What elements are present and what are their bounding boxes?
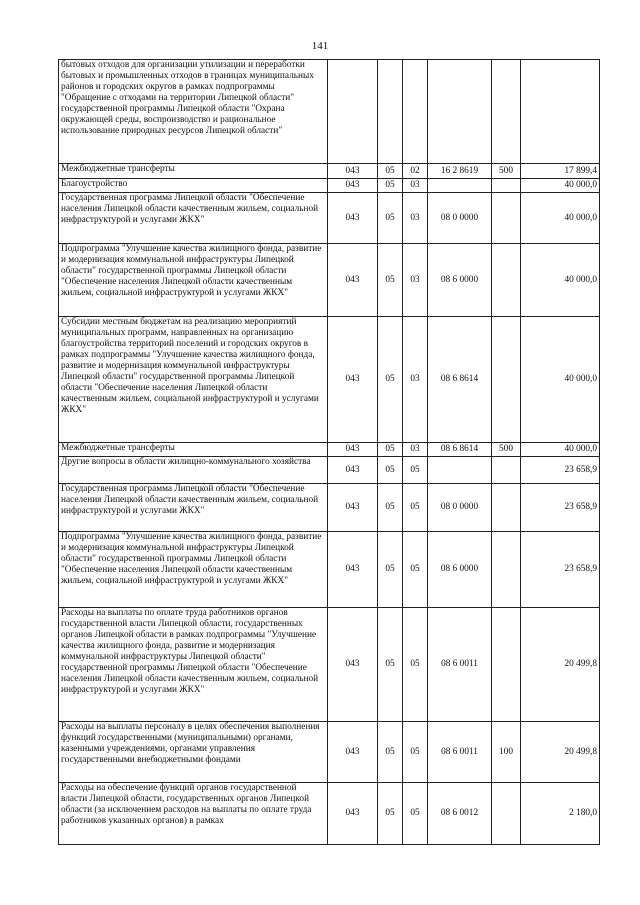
- page-number: 141: [311, 40, 329, 52]
- row-section-code: 05: [378, 443, 403, 457]
- row-expense-type-code: [492, 193, 521, 244]
- table-row: [59, 484, 600, 532]
- row-amount: 20 499,8: [521, 608, 600, 722]
- row-name: Межбюджетные трансферты: [59, 164, 328, 179]
- table-row: [59, 783, 600, 845]
- row-section-code: 05: [378, 608, 403, 722]
- row-subsection-code: 05: [403, 457, 428, 484]
- table-row: [59, 317, 600, 443]
- table-row: [59, 179, 600, 193]
- row-ministry-code: 043: [328, 484, 378, 532]
- row-target-code: [428, 179, 492, 193]
- row-expense-type-code: [492, 532, 521, 608]
- row-subsection-code: 05: [403, 532, 428, 608]
- row-section-code: 05: [378, 532, 403, 608]
- row-target-code: 08 6 8614: [428, 317, 492, 443]
- row-target-code: 08 0 0000: [428, 193, 492, 244]
- row-ministry-code: 043: [328, 457, 378, 484]
- row-name: Другие вопросы в области жилищно-коммунального хозяйства: [59, 457, 328, 484]
- row-name: Субсидии местным бюджетам на реализацию мероприятий муниципальных программ, направленных на организацию благоустройства территорий поселений и городских округов в рамках подпрограммы "Улучшение качества жилищного фонда, развитие и модернизация коммунальной инфраструктуры Липецкой области" государственной программы Липецкой области "Обеспечение населения Липецкой области качественным жильем, социальной инфраструктурой и услугами ЖКХ": [59, 317, 328, 443]
- row-ministry-code: 043: [328, 532, 378, 608]
- row-subsection-code: 05: [403, 783, 428, 845]
- row-expense-type-code: [492, 244, 521, 317]
- row-amount: 40 000,0: [521, 193, 600, 244]
- row-target-code: 08 0 0000: [428, 484, 492, 532]
- row-ministry-code: 043: [328, 193, 378, 244]
- row-section-code: 05: [378, 783, 403, 845]
- row-ministry-code: 043: [328, 722, 378, 783]
- row-subsection-code: 03: [403, 244, 428, 317]
- row-ministry-code: [328, 60, 378, 164]
- row-amount: 20 499,8: [521, 722, 600, 783]
- row-target-code: 08 6 0000: [428, 532, 492, 608]
- row-expense-type-code: [492, 783, 521, 845]
- table-row: [59, 608, 600, 722]
- row-target-code: 08 6 0012: [428, 783, 492, 845]
- row-ministry-code: 043: [328, 244, 378, 317]
- row-expense-type-code: 500: [492, 164, 521, 179]
- row-ministry-code: 043: [328, 164, 378, 179]
- row-amount: 2 180,0: [521, 783, 600, 845]
- row-target-code: 08 6 8614: [428, 443, 492, 457]
- row-amount: 40 000,0: [521, 443, 600, 457]
- row-section-code: 05: [378, 457, 403, 484]
- row-ministry-code: 043: [328, 443, 378, 457]
- budget-table-body: [59, 60, 600, 845]
- row-expense-type-code: [492, 457, 521, 484]
- row-subsection-code: 05: [403, 722, 428, 783]
- row-name: Расходы на обеспечение функций органов государственной власти Липецкой области, государственных органов Липецкой области (за исключением расходов на выплаты по оплате труда работников указанных органов) в рамках: [59, 783, 328, 845]
- row-expense-type-code: [492, 608, 521, 722]
- row-amount: 23 658,9: [521, 457, 600, 484]
- row-name: Благоустройство: [59, 179, 328, 193]
- row-expense-type-code: [492, 484, 521, 532]
- row-subsection-code: 05: [403, 484, 428, 532]
- row-target-code: 16 2 8619: [428, 164, 492, 179]
- row-target-code: [428, 457, 492, 484]
- budget-table: [58, 59, 600, 845]
- row-target-code: 08 6 0011: [428, 722, 492, 783]
- row-subsection-code: 05: [403, 608, 428, 722]
- row-section-code: [378, 60, 403, 164]
- row-name: бытовых отходов для организации утилизации и переработки бытовых и промышленных отходов в границах муниципальных районов и городских округов в рамках подпрограммы "Обращение с отходами на территории Липецкой области" государственной программы Липецкой области "Охрана окружающей среды, воспроизводство и рациональное использование природных ресурсов Липецкой области": [59, 60, 328, 164]
- row-amount: 40 000,0: [521, 179, 600, 193]
- row-section-code: 05: [378, 244, 403, 317]
- row-subsection-code: [403, 60, 428, 164]
- table-row: [59, 443, 600, 457]
- row-amount: 40 000,0: [521, 244, 600, 317]
- table-row: [59, 164, 600, 179]
- row-amount: 23 658,9: [521, 484, 600, 532]
- row-name: Государственная программа Липецкой области "Обеспечение населения Липецкой области качественным жильем, социальной инфраструктурой и услугами ЖКХ": [59, 484, 328, 532]
- row-name: Расходы на выплаты персоналу в целях обеспечения выполнения функций государственными (муниципальными) органами, казенными учреждениями, органами управления государственными внебюджетными фондами: [59, 722, 328, 783]
- row-amount: 23 658,9: [521, 532, 600, 608]
- table-row: [59, 193, 600, 244]
- row-name: Расходы на выплаты по оплате труда работников органов государственной власти Липецкой области, государственных органов Липецкой области в рамках подпрограммы "Улучшение качества жилищного фонда, развитие и модернизация коммунальной инфраструктуры Липецкой области" государственной программы Липецкой области "Обеспечение населения Липецкой области качественным жильем, социальной инфраструктурой и услугами ЖКХ": [59, 608, 328, 722]
- row-section-code: 05: [378, 722, 403, 783]
- row-section-code: 05: [378, 164, 403, 179]
- table-row: [59, 457, 600, 484]
- row-target-code: 08 6 0000: [428, 244, 492, 317]
- table-row: [59, 60, 600, 164]
- row-ministry-code: 043: [328, 783, 378, 845]
- row-ministry-code: 043: [328, 608, 378, 722]
- row-expense-type-code: [492, 317, 521, 443]
- row-expense-type-code: 100: [492, 722, 521, 783]
- row-section-code: 05: [378, 317, 403, 443]
- row-section-code: 05: [378, 484, 403, 532]
- row-target-code: 08 6 0011: [428, 608, 492, 722]
- row-name: Подпрограмма "Улучшение качества жилищного фонда, развитие и модернизация коммунальной инфраструктуры Липецкой области" государственной программы Липецкой области "Обеспечение населения Липецкой области качественным жильем, социальной инфраструктурой и услугами ЖКХ": [59, 244, 328, 317]
- row-target-code: [428, 60, 492, 164]
- row-expense-type-code: 500: [492, 443, 521, 457]
- row-amount: 17 899,4: [521, 164, 600, 179]
- row-expense-type-code: [492, 60, 521, 164]
- row-section-code: 05: [378, 193, 403, 244]
- row-name: Подпрограмма "Улучшение качества жилищного фонда, развитие и модернизация коммунальной инфраструктуры Липецкой области" государственной программы Липецкой области "Обеспечение населения Липецкой области качественным жильем, социальной инфраструктурой и услугами ЖКХ": [59, 532, 328, 608]
- row-subsection-code: 03: [403, 443, 428, 457]
- row-expense-type-code: [492, 179, 521, 193]
- row-subsection-code: 03: [403, 317, 428, 443]
- table-row: [59, 532, 600, 608]
- row-ministry-code: 043: [328, 179, 378, 193]
- row-ministry-code: 043: [328, 317, 378, 443]
- row-amount: [521, 60, 600, 164]
- row-subsection-code: 03: [403, 193, 428, 244]
- row-subsection-code: 02: [403, 164, 428, 179]
- row-subsection-code: 03: [403, 179, 428, 193]
- table-row: [59, 722, 600, 783]
- row-name: Межбюджетные трансферты: [59, 443, 328, 457]
- row-section-code: 05: [378, 179, 403, 193]
- table-row: [59, 244, 600, 317]
- row-name: Государственная программа Липецкой области "Обеспечение населения Липецкой области качественным жильем, социальной инфраструктурой и услугами ЖКХ": [59, 193, 328, 244]
- row-amount: 40 000,0: [521, 317, 600, 443]
